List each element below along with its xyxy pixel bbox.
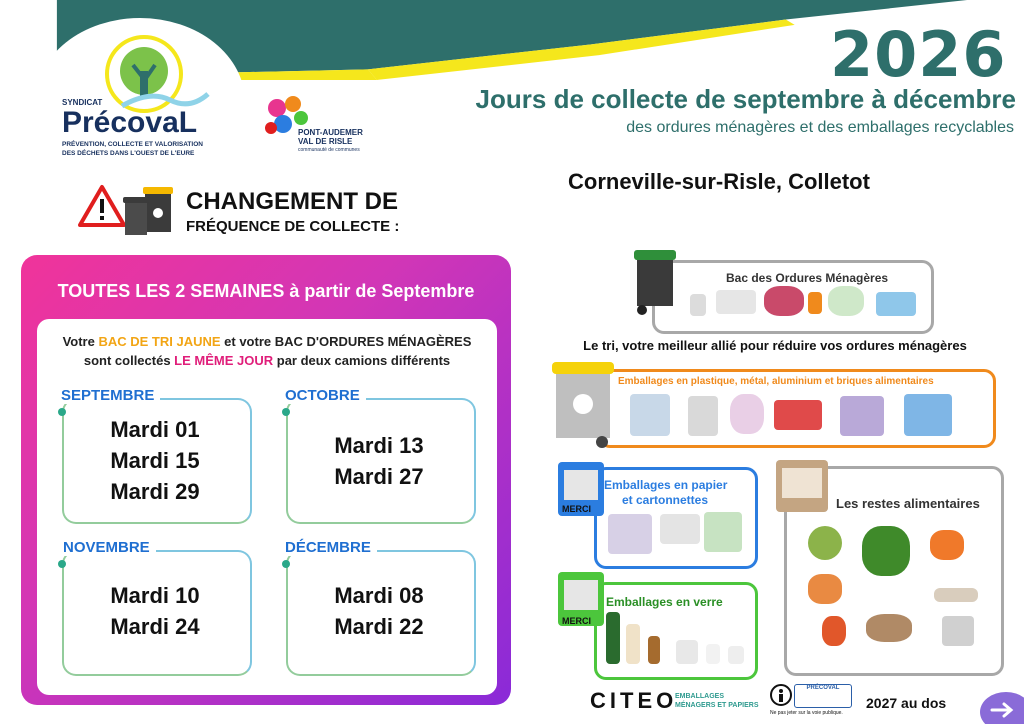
- merci-label: MERCI: [562, 616, 591, 626]
- date: Mardi 01: [110, 417, 200, 442]
- toothbrush-icon: [690, 294, 706, 316]
- tea-bag-icon: [942, 616, 974, 646]
- dates-october: [286, 430, 472, 492]
- year-title: 2026: [830, 18, 1007, 91]
- face-mask-icon: [876, 292, 916, 316]
- date: Mardi 29: [110, 479, 200, 504]
- date: Mardi 22: [334, 614, 424, 639]
- tissue-icon: [716, 290, 756, 314]
- apple-core-icon: [808, 526, 842, 560]
- plastic-bag-icon: [828, 286, 864, 316]
- carrot-peel-icon: [930, 530, 964, 560]
- precoval-syndicat: SYNDICAT: [62, 98, 103, 107]
- dates-september: [62, 414, 248, 507]
- arrow-right-icon[interactable]: [980, 690, 1024, 724]
- date: Mardi 24: [110, 614, 200, 639]
- info-text: Votre: [62, 334, 99, 349]
- month-december: DÉCEMBRE: [279, 539, 377, 556]
- info-text: et votre BAC D'ORDURES MÉNAGÈRES: [220, 334, 472, 349]
- info-line-1: [37, 334, 497, 349]
- next-year-note: 2027 au dos: [866, 695, 947, 711]
- dates-november: [62, 580, 248, 642]
- paper-label-1: Emballages en papier: [604, 478, 728, 492]
- compost-bin-icon: [774, 458, 830, 514]
- dates-december: [286, 580, 472, 642]
- month-dot: [282, 408, 290, 416]
- precoval-tagline-1: PRÉVENTION, COLLECTE ET VALORISATION: [62, 141, 203, 148]
- month-dot: [282, 560, 290, 568]
- glass-jar-icon: [676, 640, 698, 664]
- cans-icon: [688, 396, 718, 436]
- peel-icon: [822, 616, 846, 646]
- citeo-logo: CITEO: [590, 688, 678, 713]
- plastic-bottles-icon: [630, 394, 670, 436]
- info-text: par deux camions différents: [273, 353, 451, 368]
- small-jar-icon: [706, 644, 720, 664]
- small-bottle-icon: [648, 636, 660, 664]
- fish-bone-icon: [866, 614, 912, 642]
- date: Mardi 15: [110, 448, 200, 473]
- warning-icon: [78, 184, 126, 228]
- sorting-tip: Le tri, votre meilleur allié pour réduire vos ordures ménagères: [583, 338, 967, 353]
- month-september: SEPTEMBRE: [55, 387, 160, 404]
- info-line-2: [37, 353, 497, 368]
- headline: Jours de collecte de septembre à décembre: [475, 84, 1016, 114]
- household-label: Bac des Ordures Ménagères: [726, 271, 889, 285]
- change-title: CHANGEMENT DE: [186, 188, 399, 215]
- date: Mardi 10: [110, 583, 200, 608]
- carton-pack-icon: [704, 512, 742, 552]
- date: Mardi 13: [334, 433, 424, 458]
- food-waste-label: Les restes alimentaires: [836, 496, 980, 511]
- precoval-tagline-2: DES DÉCHETS DANS L'OUEST DE L'EURE: [62, 150, 195, 157]
- citeo-sub-2: MÉNAGERS ET PAPIERS: [675, 702, 759, 709]
- precoval-badge-text: PRÉCOVAL: [806, 685, 840, 691]
- two-bins-icon: [121, 183, 181, 239]
- precoval-badge: [794, 684, 852, 708]
- no-littering-icon: [770, 684, 792, 706]
- spray-cans-icon: [840, 396, 884, 436]
- info-text: sont collectés: [83, 353, 175, 368]
- paper-label-2: et cartonnettes: [622, 493, 709, 507]
- snack-wrapper-icon: [774, 400, 822, 430]
- litter-note: Ne pas jeter sur la voie publique.: [770, 710, 843, 716]
- newspaper-icon: [660, 514, 700, 544]
- subheadline: des ordures ménagères et des emballages recyclables: [626, 119, 1014, 136]
- mixed-waste-icon: [764, 286, 804, 316]
- merci-label: MERCI: [562, 504, 591, 514]
- plastic-bag-icon: [730, 394, 764, 434]
- glass-label: Emballages en verre: [606, 595, 723, 609]
- glass-bottle-icon: [606, 612, 620, 664]
- yellow-bin-highlight: BAC DE TRI JAUNE: [98, 334, 221, 349]
- glass-pot-icon: [728, 646, 744, 664]
- peel-icon: [808, 574, 842, 604]
- pont-audemer-sub: communauté de communes: [298, 147, 360, 153]
- yellow-bin-icon: [550, 360, 616, 450]
- cereal-box-icon: [608, 514, 652, 554]
- date: Mardi 27: [334, 464, 424, 489]
- month-dot: [58, 560, 66, 568]
- lighter-icon: [808, 292, 822, 314]
- month-november: NOVEMBRE: [57, 539, 156, 556]
- month-october: OCTOBRE: [279, 387, 366, 404]
- recyclables-label: Emballages en plastique, métal, aluminium et briques alimentaires: [618, 376, 934, 387]
- bone-icon: [934, 588, 978, 602]
- commune-name: Corneville-sur-Risle, Colletot: [568, 169, 870, 194]
- cartons-icon: [904, 394, 952, 436]
- jar-icon: [626, 624, 640, 664]
- pont-audemer-name-1: PONT-AUDEMER: [298, 128, 363, 137]
- vegetable-peel-icon: [862, 526, 910, 576]
- change-subtitle: FRÉQUENCE DE COLLECTE :: [186, 218, 400, 235]
- panel-title: TOUTES LES 2 SEMAINES à partir de Septembre: [57, 281, 475, 301]
- pont-audemer-name-2: VAL DE RISLE: [298, 137, 353, 146]
- precoval-name: PrécovaL: [62, 106, 198, 139]
- green-bin-icon: [632, 248, 678, 316]
- date: Mardi 08: [334, 583, 424, 608]
- same-day-highlight: LE MÊME JOUR: [174, 353, 274, 368]
- citeo-sub-1: EMBALLAGES: [675, 693, 724, 700]
